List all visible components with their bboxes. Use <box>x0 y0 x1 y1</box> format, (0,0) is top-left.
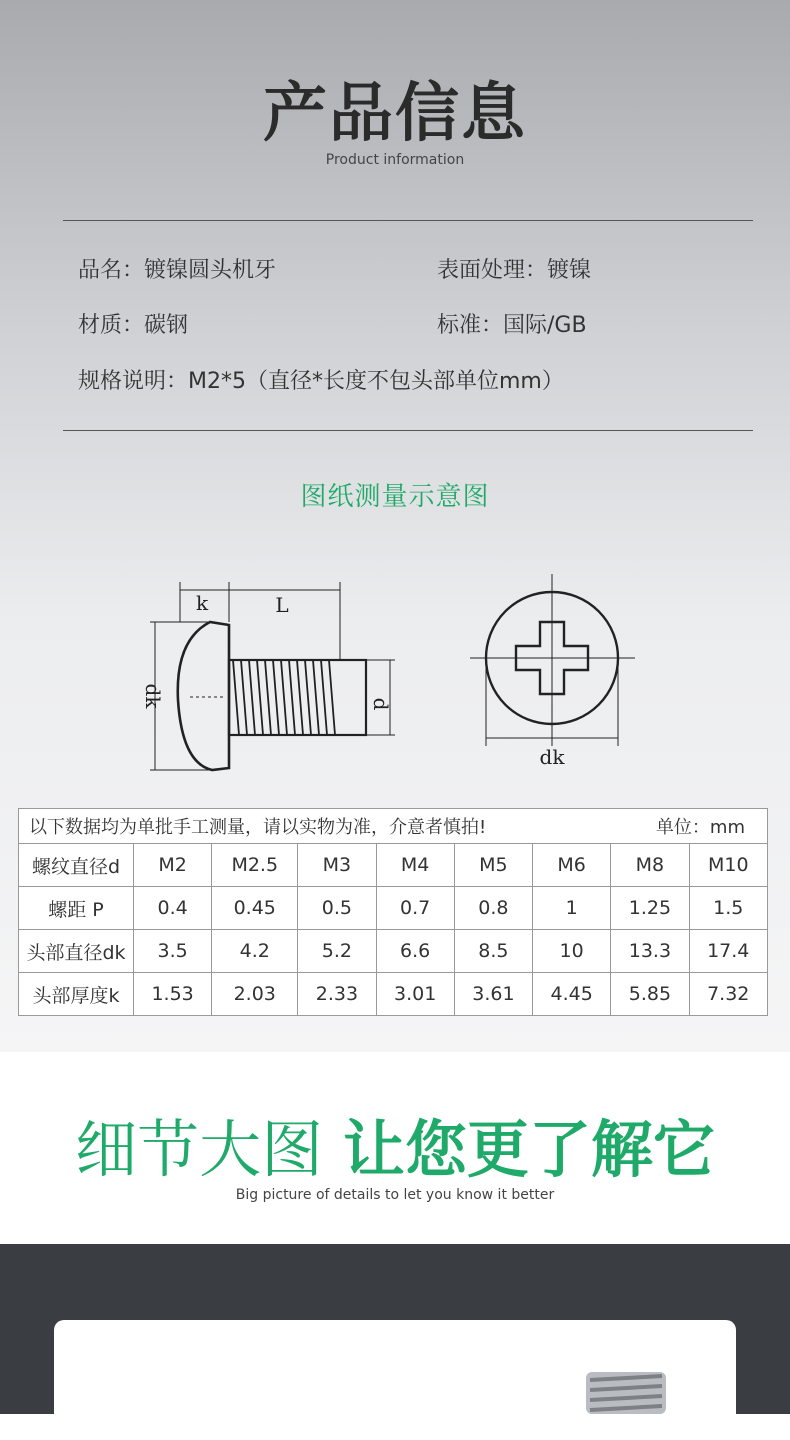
table-cell: M10 <box>689 844 767 887</box>
detail-image-card <box>54 1320 736 1440</box>
table-cell: 2.03 <box>212 973 298 1016</box>
label-d: d <box>369 697 393 711</box>
table-cell: 3.61 <box>454 973 532 1016</box>
screw-top-view <box>470 574 635 746</box>
info-standard: 标准：国际/GB <box>437 313 587 338</box>
row-label: 头部直径dk <box>19 930 134 973</box>
divider-bottom <box>63 430 753 431</box>
info-material: 材质：碳钢 <box>78 313 189 338</box>
measurement-diagram <box>0 560 790 790</box>
details-title-a: 细节大图 <box>75 1113 324 1186</box>
table-cell: 3.01 <box>376 973 454 1016</box>
table-cell: M3 <box>298 844 376 887</box>
table-row <box>19 887 768 930</box>
table-cell: 1 <box>533 887 611 930</box>
table-cell: M2 <box>134 844 212 887</box>
row-label: 螺距 P <box>19 887 134 930</box>
table-cell: 1.5 <box>689 887 767 930</box>
table-note-row <box>19 809 768 844</box>
table-cell: M8 <box>611 844 689 887</box>
screw-side-view <box>150 582 395 770</box>
table-unit: 单位：mm <box>655 817 745 838</box>
divider-top <box>63 220 753 221</box>
table-cell: 1.25 <box>611 887 689 930</box>
details-title <box>0 1100 790 1189</box>
table-cell: 4.45 <box>533 973 611 1016</box>
table-cell: M2.5 <box>212 844 298 887</box>
table-cell: 7.32 <box>689 973 767 1016</box>
table-cell: 13.3 <box>611 930 689 973</box>
table-cell: M5 <box>454 844 532 887</box>
table-cell: 6.6 <box>376 930 454 973</box>
table-cell: M4 <box>376 844 454 887</box>
table-note: 以下数据均为单批手工测量，请以实物为准，介意者慎拍! <box>29 817 487 838</box>
label-k: k <box>195 591 209 615</box>
screw-photo-icon <box>586 1372 666 1414</box>
row-label: 头部厚度k <box>19 973 134 1016</box>
table-cell: 5.2 <box>298 930 376 973</box>
table-cell: 0.5 <box>298 887 376 930</box>
table-cell: 0.4 <box>134 887 212 930</box>
table-cell: 0.7 <box>376 887 454 930</box>
table-cell: 4.2 <box>212 930 298 973</box>
table-cell: 10 <box>533 930 611 973</box>
label-dk-top: dk <box>539 745 565 769</box>
info-spec: 规格说明：M2*5（直径*长度不包头部单位mm） <box>78 369 564 394</box>
details-subtitle: Big picture of details to let you know it better <box>235 1187 555 1203</box>
table-cell: 17.4 <box>689 930 767 973</box>
table-cell: 0.8 <box>454 887 532 930</box>
diagram-heading: 图纸测量示意图 <box>300 482 490 512</box>
table-row <box>19 973 768 1016</box>
row-label: 螺纹直径d <box>19 844 134 887</box>
table-cell: 1.53 <box>134 973 212 1016</box>
table-cell: 5.85 <box>611 973 689 1016</box>
table-cell: M6 <box>533 844 611 887</box>
label-L: L <box>275 593 289 617</box>
spec-table <box>18 808 768 1016</box>
details-title-b: 让您更了解它 <box>342 1113 715 1186</box>
info-surface: 表面处理：镀镍 <box>437 258 592 283</box>
table-cell: 0.45 <box>212 887 298 930</box>
page-subtitle: Product information <box>325 152 465 168</box>
table-cell: 3.5 <box>134 930 212 973</box>
info-name: 品名：镀镍圆头机牙 <box>78 258 277 283</box>
screw-photo-thumbnail <box>54 1320 736 1414</box>
table-row <box>19 930 768 973</box>
table-cell: 8.5 <box>454 930 532 973</box>
page-title: 产品信息 <box>263 77 527 151</box>
label-dk-side: dk <box>141 683 165 709</box>
table-cell: 2.33 <box>298 973 376 1016</box>
table-row <box>19 844 768 887</box>
